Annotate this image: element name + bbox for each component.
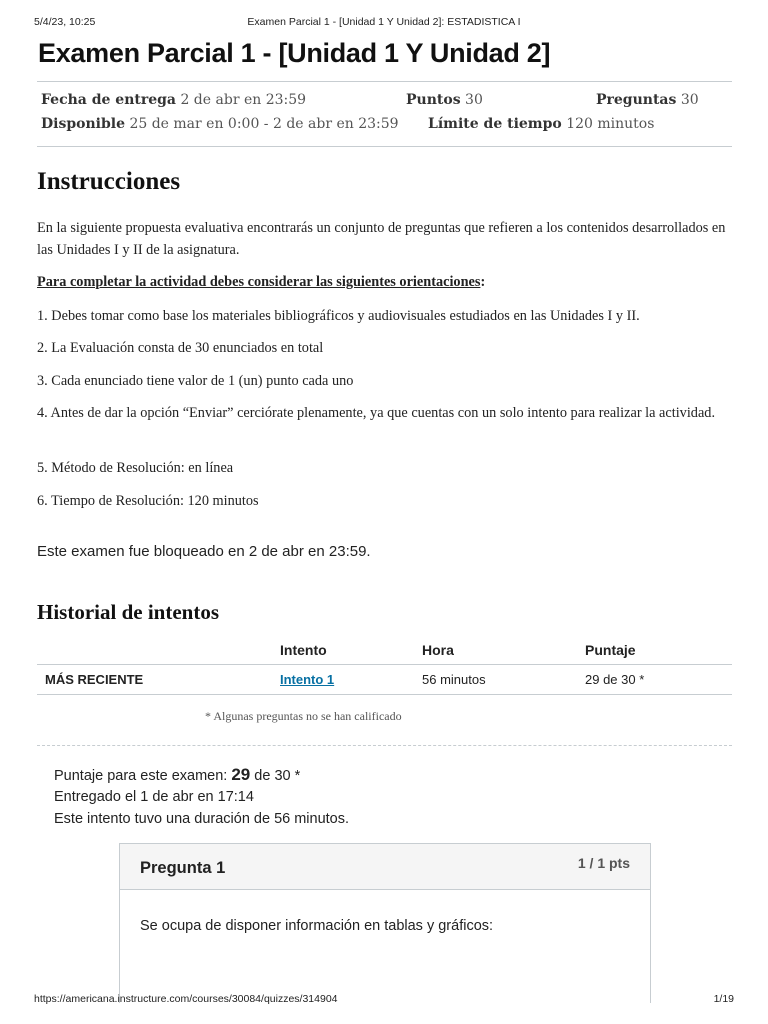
column-header-score: Puntaje xyxy=(585,642,636,658)
table-row-divider xyxy=(37,694,732,695)
divider xyxy=(37,146,732,147)
divider xyxy=(37,81,732,82)
points-label: Puntos xyxy=(406,92,461,108)
orientations-heading-text: Para completar la actividad debes considerar las siguientes orientaciones xyxy=(37,274,481,290)
availability xyxy=(41,116,399,132)
time-limit-value: 120 minutos xyxy=(566,116,655,132)
available-value: 25 de mar en 0:00 - 2 de abr en 23:59 xyxy=(129,116,399,132)
print-url: https://americana.instructure.com/courses/30084/quizzes/314904 xyxy=(34,993,338,1005)
score-summary xyxy=(54,765,300,785)
questions-label: Preguntas xyxy=(596,92,677,108)
questions-count xyxy=(596,92,699,108)
points-value: 30 xyxy=(465,92,483,108)
attempt-link[interactable]: Intento 1 xyxy=(280,672,335,687)
attempt-score: 29 de 30 * xyxy=(585,672,645,687)
print-date: 5/4/23, 10:25 xyxy=(34,16,96,28)
column-header-attempt: Intento xyxy=(280,642,327,658)
score-prefix: Puntaje para este examen: xyxy=(54,768,228,784)
due-label: Fecha de entrega xyxy=(41,92,176,108)
orientations-colon: : xyxy=(480,274,486,290)
instruction-item: 2. La Evaluación consta de 30 enunciados en total xyxy=(37,340,324,356)
available-label: Disponible xyxy=(41,116,125,132)
time-limit-label: Límite de tiempo xyxy=(428,116,562,132)
questions-value: 30 xyxy=(680,92,699,108)
instruction-item: 6. Tiempo de Resolución: 120 minutos xyxy=(37,493,259,509)
locked-message: Este examen fue bloqueado en 2 de abr en 23:59. xyxy=(37,543,371,560)
points xyxy=(406,92,483,108)
instructions-intro: En la siguiente propuesta evaluativa encontrarás un conjunto de preguntas que refieren a los contenidos desarrollados en las Unidades I y II de la asignatura. xyxy=(37,220,726,258)
print-title: Examen Parcial 1 - [Unidad 1 Y Unidad 2]: ESTADISTICA I xyxy=(247,16,521,28)
due-value: 2 de abr en 23:59 xyxy=(180,92,307,108)
column-header-time: Hora xyxy=(422,642,454,658)
submitted-date: Entregado el 1 de abr en 17:14 xyxy=(54,789,254,805)
row-label: MÁS RECIENTE xyxy=(45,672,144,687)
attempt-duration: Este intento tuvo una duración de 56 minutos. xyxy=(54,811,350,827)
page-title: Examen Parcial 1 - [Unidad 1 Y Unidad 2] xyxy=(38,38,551,68)
instruction-item: 5. Método de Resolución: en línea xyxy=(37,460,234,476)
time-limit xyxy=(428,116,654,132)
question-title: Pregunta 1 xyxy=(140,859,226,877)
attempt-time: 56 minutos xyxy=(422,672,486,687)
page-number: 1/19 xyxy=(713,993,734,1005)
instruction-item: 3. Cada enunciado tiene valor de 1 (un) punto cada uno xyxy=(37,373,354,389)
question-card xyxy=(119,843,651,1003)
history-heading: Historial de intentos xyxy=(37,600,219,624)
table-header-divider xyxy=(37,664,732,665)
dashed-divider xyxy=(37,745,732,746)
orientations-heading xyxy=(37,271,727,293)
score-suffix: de 30 * xyxy=(254,768,301,784)
instruction-item: 4. Antes de dar la opción “Enviar” cerciórate plenamente, ya que cuentas con un solo intento para realizar la actividad. xyxy=(37,405,716,421)
print-header xyxy=(34,16,734,30)
question-points: 1 / 1 pts xyxy=(577,855,630,871)
instruction-item: 1. Debes tomar como base los materiales bibliográficos y audiovisuales estudiados en las Unidades I y II. xyxy=(37,308,640,324)
instructions-heading: Instrucciones xyxy=(37,168,181,195)
question-text: Se ocupa de disponer información en tablas y gráficos: xyxy=(140,918,494,934)
question-header xyxy=(120,844,650,890)
history-footnote: * Algunas preguntas no se han calificado xyxy=(205,709,402,723)
due-date xyxy=(41,92,306,108)
score-value: 29 xyxy=(231,765,251,784)
